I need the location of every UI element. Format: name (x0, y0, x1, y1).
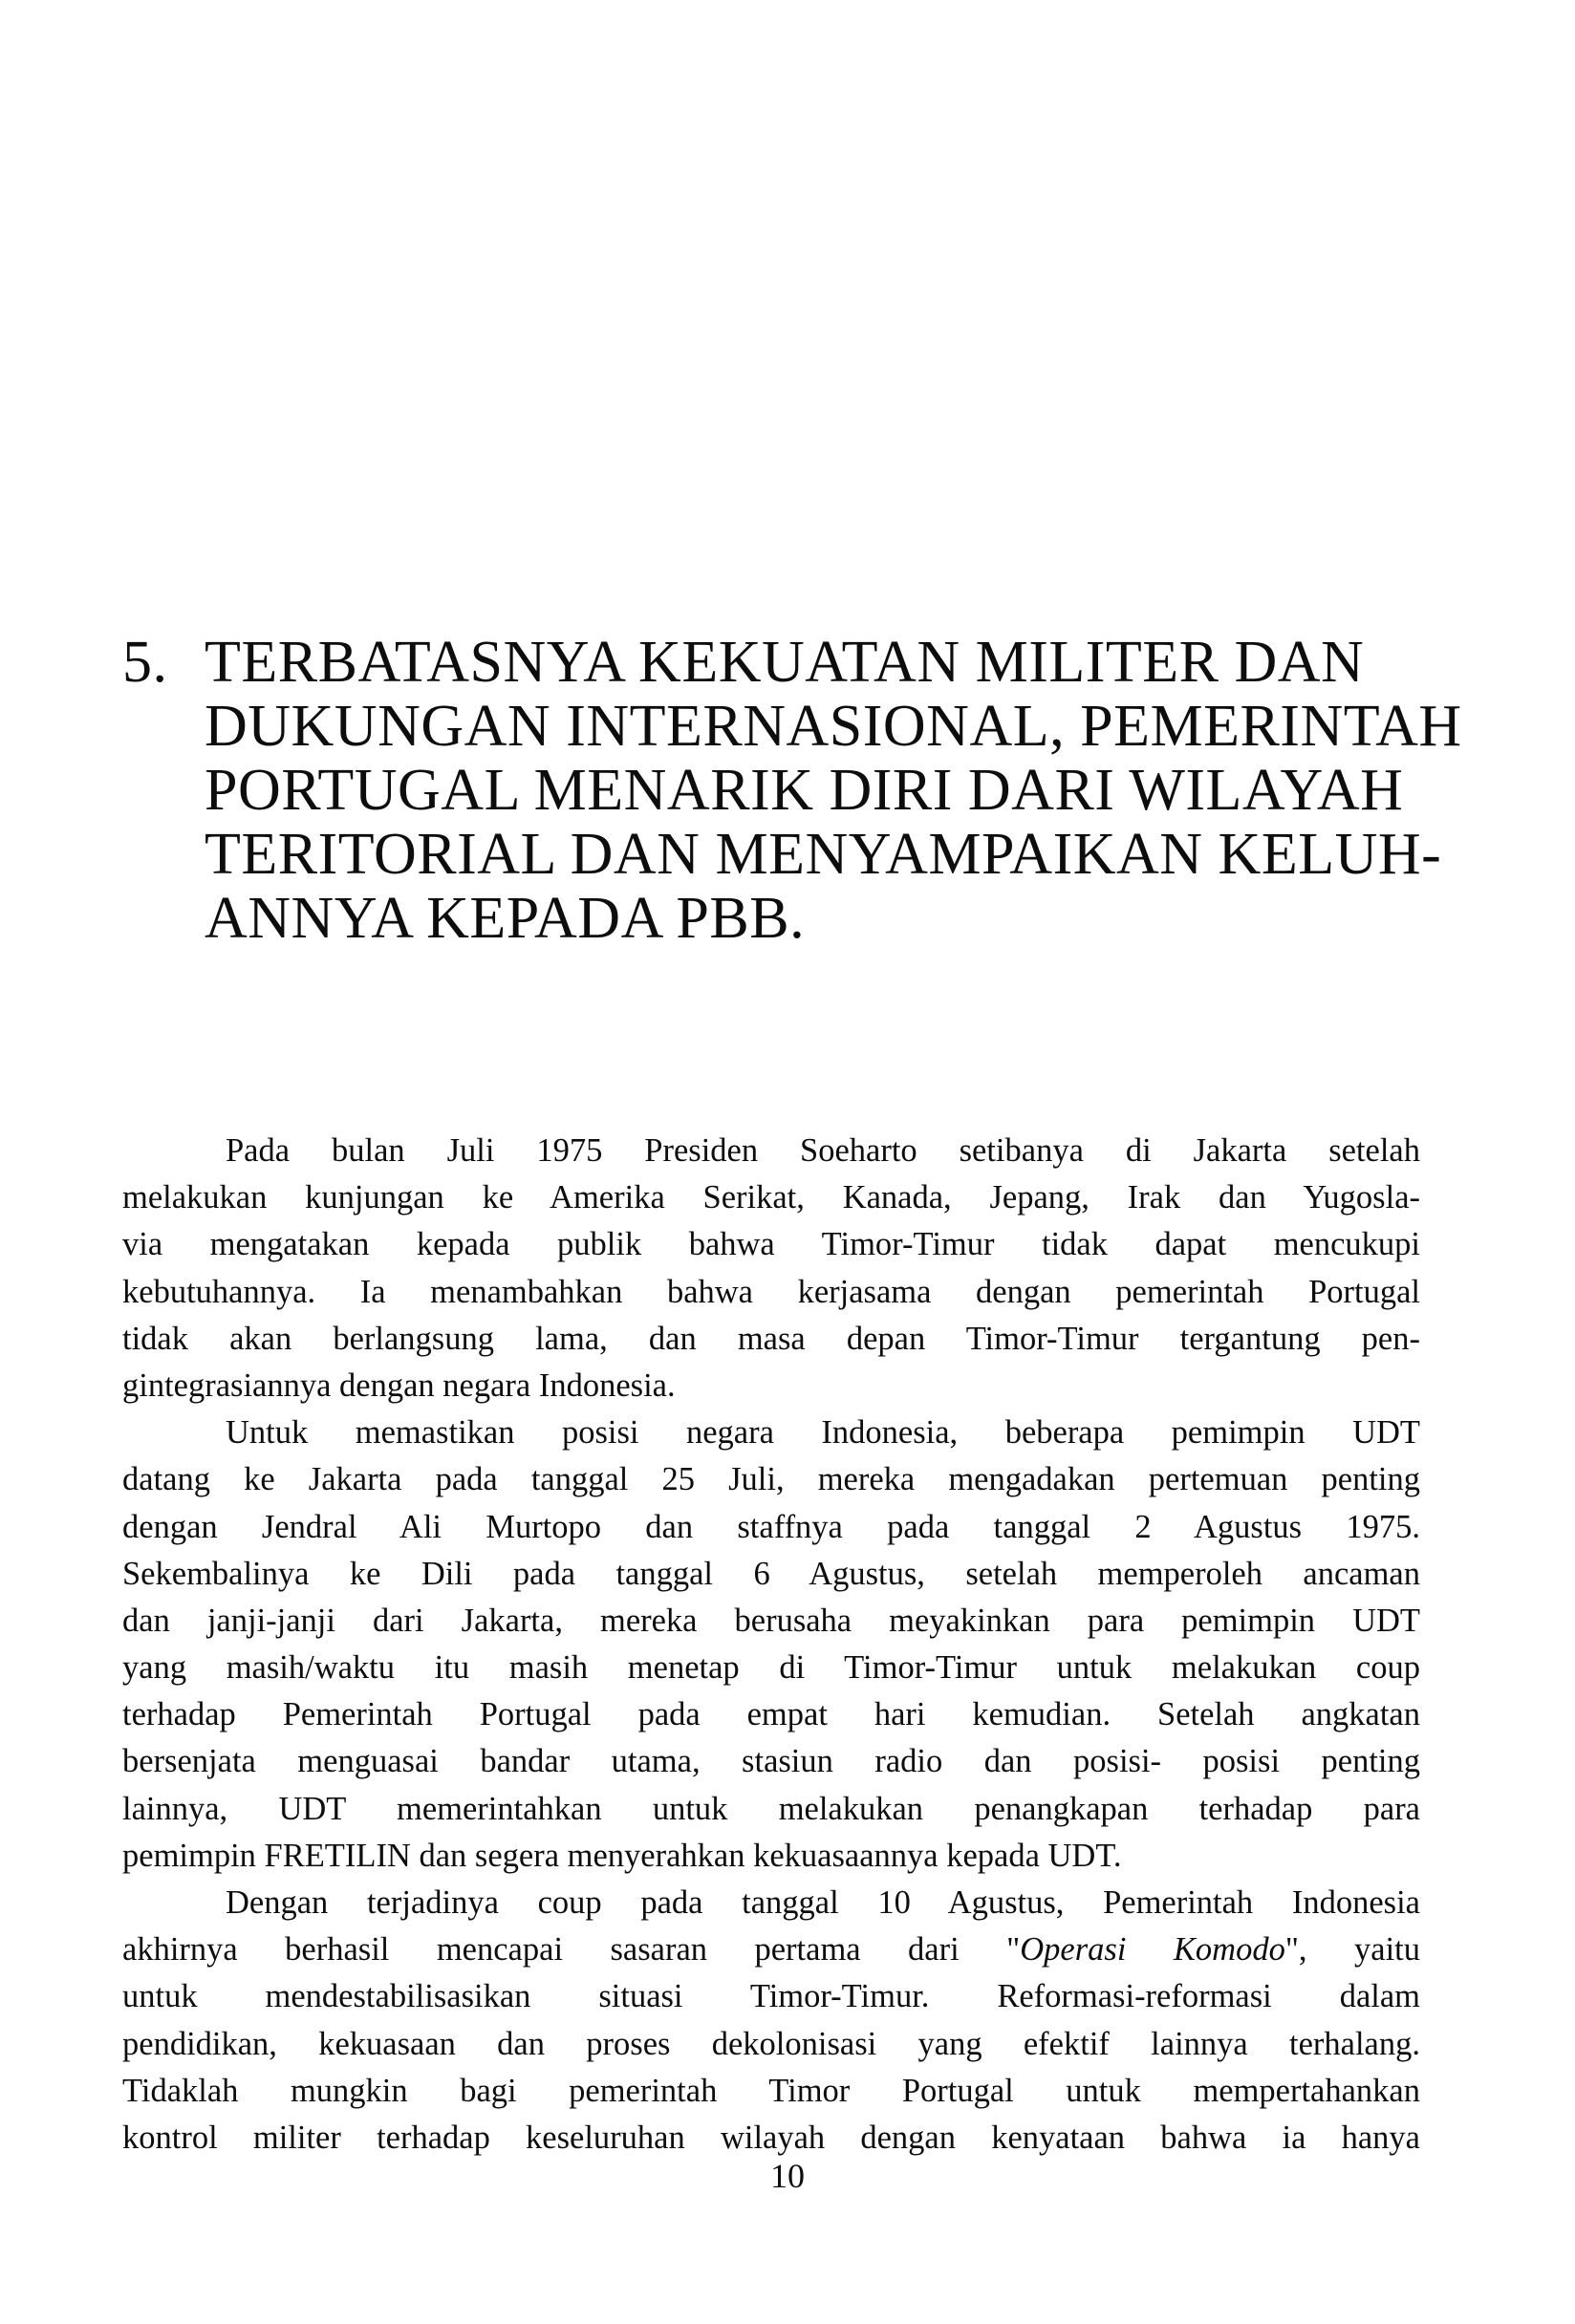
text-line: dengan Jendral Ali Murtopo dan staffnya pada tanggal 2 Agustus 1975. (122, 1508, 1420, 1545)
text-line: dan janji-janji dari Jakarta, mereka berusaha meyakinkan para pemimpin UDT (122, 1602, 1420, 1639)
text-line: pendidikan, kekuasaan dan proses dekolonisasi yang efektif lainnya terhalang. (122, 2025, 1420, 2062)
text-line: Tidaklah mungkin bagi pemerintah Timor Portugal untuk mempertahankan (122, 2072, 1420, 2109)
italic-term: Operasi Komodo (1020, 1931, 1285, 1969)
heading-line: DUKUNGAN INTERNASIONAL, PEMERINTAH (205, 694, 1462, 759)
text-line: terhadap Pemerintah Portugal pada empat hari kemudian. Setelah angkatan (122, 1696, 1420, 1733)
text-line: untuk mendestabilisasikan situasi Timor-Timur. Reformasi-reformasi dalam (122, 1978, 1420, 2015)
text-line: kebutuhannya. Ia menambahkan bahwa kerjasama dengan pemerintah Portugal (122, 1273, 1420, 1310)
heading-line: ANNYA KEPADA PBB. (205, 886, 806, 951)
text-line: Dengan terjadinya coup pada tanggal 10 Agustus, Pemerintah Indonesia (226, 1884, 1420, 1921)
text-line: datang ke Jakarta pada tanggal 25 Juli, mereka mengadakan pertemuan penting (122, 1461, 1420, 1498)
page-number: 10 (770, 2157, 805, 2195)
text-line: lainnya, UDT memerintahkan untuk melakukan penangkapan terhadap para (122, 1790, 1420, 1827)
heading-line: TERITORIAL DAN MENYAMPAIKAN KELUH- (205, 822, 1442, 887)
text-line (122, 1926, 1420, 1973)
text-line: yang masih/waktu itu masih menetap di Timor-Timur untuk melakukan coup (122, 1649, 1420, 1687)
body-text (122, 1128, 1420, 2162)
text-segment: akhirnya berhasil mencapai sasaran pertama dari " (122, 1931, 1021, 1969)
text-line: melakukan kunjungan ke Amerika Serikat, Kanada, Jepang, Irak dan Yugosla- (122, 1179, 1420, 1216)
text-line: Sekembalinya ke Dili pada tanggal 6 Agustus, setelah memperoleh ancaman (122, 1555, 1420, 1592)
text-line: gintegrasiannya dengan negara Indonesia. (122, 1366, 676, 1404)
text-line: tidak akan berlangsung lama, dan masa depan Timor-Timur tergantung pen- (122, 1320, 1420, 1357)
text-line: Pada bulan Juli 1975 Presiden Soeharto setibanya di Jakarta setelah (226, 1132, 1420, 1169)
text-line: pemimpin FRETILIN dan segera menyerahkan kekuasaannya kepada UDT. (122, 1837, 1122, 1874)
section-heading (122, 630, 1462, 951)
text-line: Untuk memastikan posisi negara Indonesia, beberapa pemimpin UDT (226, 1414, 1420, 1452)
heading-text: TERBATASNYA KEKUATAN MILITER DAN (205, 630, 1365, 695)
section-number: 5. (122, 630, 168, 695)
text-segment: ", yaitu (1284, 1931, 1420, 1969)
text-line: kontrol militer terhadap keseluruhan wilayah dengan kenyataan bahwa ia hanya (122, 2119, 1420, 2156)
text-line: bersenjata menguasai bandar utama, stasiun radio dan posisi- posisi penting (122, 1743, 1420, 1780)
heading-line: PORTUGAL MENARIK DIRI DARI WILAYAH (205, 758, 1404, 823)
heading-line (122, 631, 1441, 695)
text-line: via mengatakan kepada publik bahwa Timor-Timur tidak dapat mencukupi (122, 1226, 1420, 1263)
